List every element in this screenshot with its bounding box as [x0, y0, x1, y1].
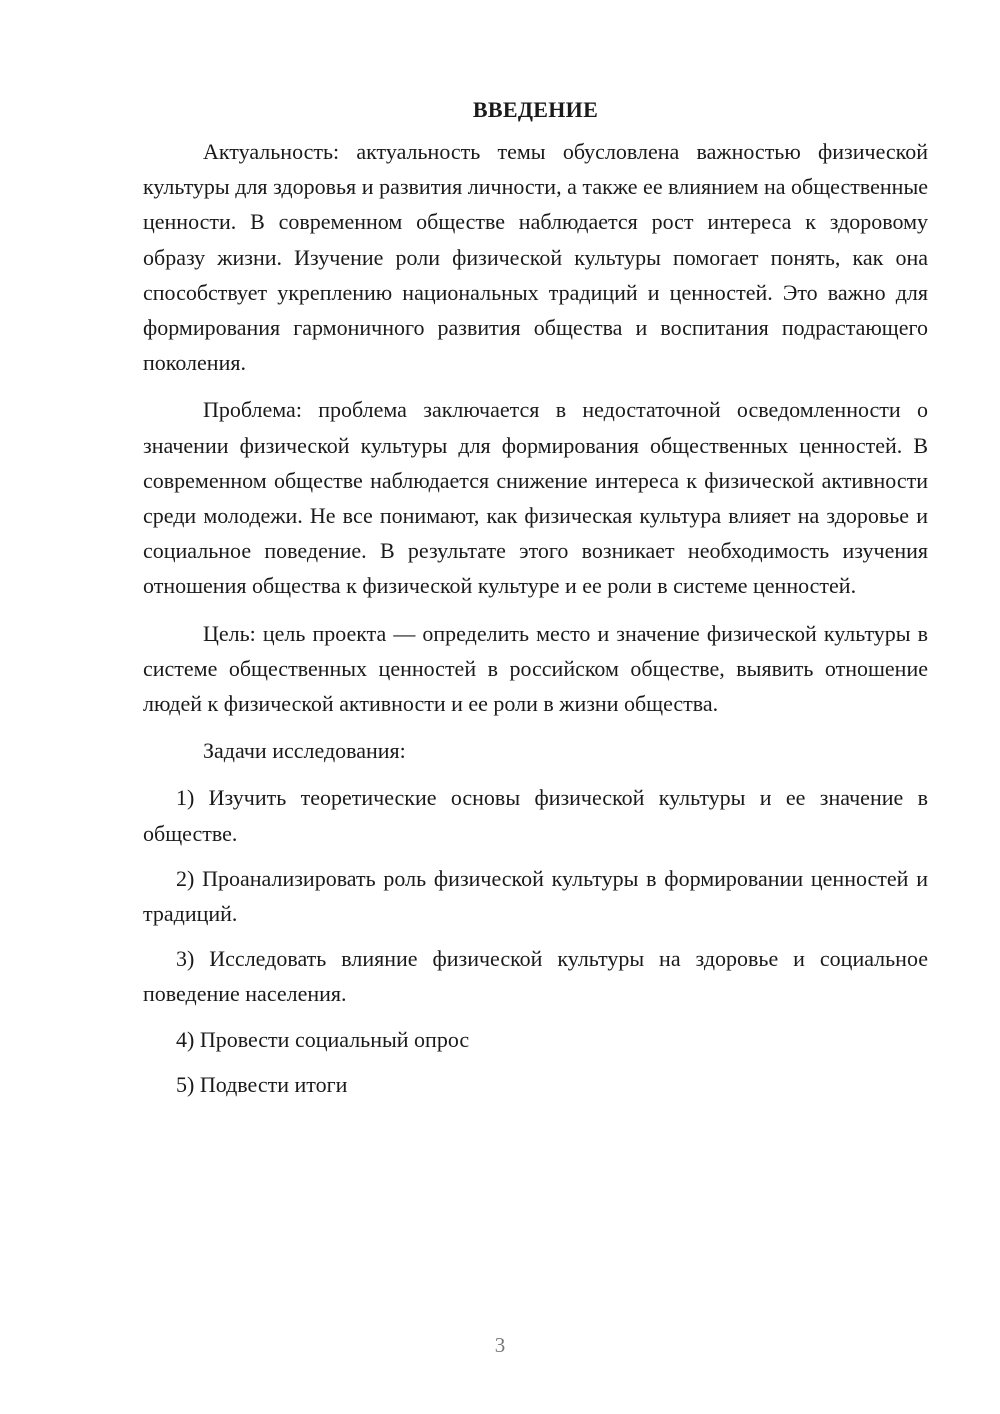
tasks-heading: Задачи исследования: — [203, 738, 406, 764]
section-title: ВВЕДЕНИЕ — [472, 97, 599, 122]
page-number: 3 — [494, 1333, 506, 1357]
list-item: 1) Изучить теоретические основы физической культуры и ее значение в обществе. — [143, 785, 928, 846]
page-body — [143, 92, 928, 1112]
goal-paragraph: Цель: цель проекта — определить место и значение физической культуры в системе общественных ценностей в российском обществе, выявить отношение людей к физической активности и ее роли в жизни общества. — [143, 620, 928, 717]
list-item: 5) Подвести итоги — [176, 1071, 348, 1097]
list-item: 2) Проанализировать роль физической культуры в формировании ценностей и традиций. — [143, 865, 928, 927]
list-item: 3) Исследовать влияние физической культуры на здоровье и социальное поведение населения. — [143, 946, 928, 1007]
tasks-list — [143, 780, 928, 1102]
relevance-paragraph: Актуальность: актуальность темы обусловлена важностью физической культуры для здоровья и развития личности, а также ее влиянием на общественные ценности. В современном обществе наблюдается рост интереса к здоровому образу жизни. Изучение роли физической культуры помогает понять, как она способствует укреплению национальных традиций и ценностей. Это важно для формирования гармоничного развития общества и воспитания подрастающего поколения. — [143, 139, 928, 376]
list-item: 4) Провести социальный опрос — [176, 1026, 470, 1052]
problem-paragraph: Проблема: проблема заключается в недостаточной осведомленности о значении физической культуры для формирования общественных ценностей. В современном обществе наблюдается снижение интереса к физической активности среди молодежи. Не все понимают, как физическая культура влияет на здоровье и социальное поведение. В результате этого возникает необходимость изучения отношения общества к физической культуре и ее роли в системе ценностей. — [143, 397, 928, 599]
